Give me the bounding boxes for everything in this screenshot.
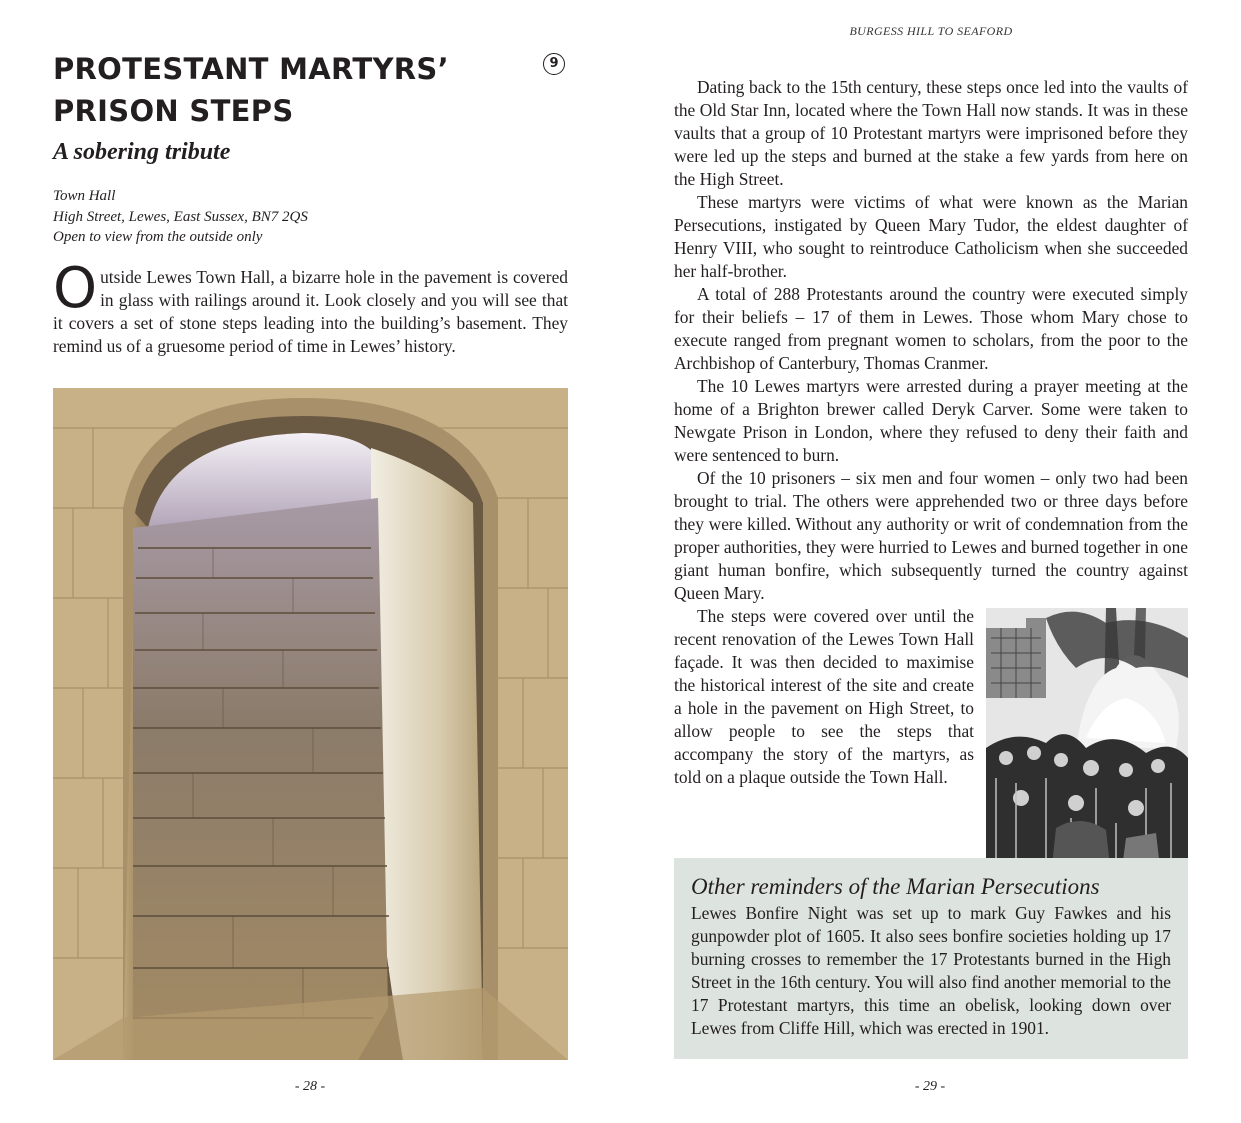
body-paragraph: The steps were covered over until the recent renovation of the Lewes Town Hall façade. It was then decided to maximise the historical interest of the site and create a hole in the pavement on High Street, to allow people to see the steps that accompany the story of the martyrs, as told on a plaque outside the Town Hall.: [674, 606, 974, 787]
address-block: [53, 186, 553, 248]
running-head: BURGESS HILL TO SEAFORD: [849, 24, 1013, 38]
sidebar-text: Lewes Bonfire Night was set up to mark Guy Fawkes and his gunpowder plot of 1605. It also sees bonfire societies holding up 17 burning crosses to remember the 17 Protestants burned in the High Street in the 16th century. You will also find another memorial to the 17 Protestant martyrs, this time an obelisk, looking down over Lewes from Cliffe Hill, which was erected in 1901.: [691, 903, 1171, 1038]
article-body: [674, 76, 1188, 880]
left-page: [0, 0, 620, 1123]
address-line: Open to view from the outside only: [53, 229, 263, 245]
entry-number-badge: 9: [543, 53, 565, 75]
address-line: High Street, Lewes, East Sussex, BN7 2QS: [53, 208, 308, 225]
body-paragraph: Dating back to the 15th century, these steps once led into the vaults of the Old Star Inn, located where the Town Hall now stands. It was in these vaults that a group of 10 Protestant martyrs were imprisoned before they were led up the steps and burned at the stake a few yards from here on the High Street.: [674, 77, 1188, 189]
drop-cap: O: [53, 256, 98, 321]
sidebar-title: Other reminders of the Marian Persecutions: [691, 874, 1100, 899]
stone-steps-photo: [53, 388, 568, 1060]
right-page: [620, 0, 1241, 1123]
page-number: - 28 -: [294, 1079, 326, 1094]
address-line: Town Hall: [53, 188, 116, 204]
body-paragraph: A total of 288 Protestants around the country were executed simply for their beliefs – 17 of them in Lewes. Those whom Mary chose to execute ranged from pregnant women to scholars, from the poor to the Archbishop of Canterbury, Thomas Cranmer.: [674, 284, 1188, 373]
paragraph-text: Of the 10 prisoners – six men and four women – only two had been brought to trial. The others were apprehended two or three days before they were killed. Without any authority or writ of condemnation from the proper authorities, they were hurried to Lewes and burned together in one giant human bonfire, which subsequently turned the country against Queen Mary.: [674, 468, 1188, 603]
page-title: PROTESTANT MARTYRS’ PRISON STEPS: [53, 52, 449, 128]
intro-paragraph: [53, 256, 568, 358]
martyrs-burning-engraving: [986, 608, 1188, 876]
page-subtitle: A sobering tribute: [53, 139, 231, 165]
body-paragraph: These martyrs were victims of what were known as the Marian Persecutions, instigated by Queen Mary Tudor, the eldest daughter of Henry VIII, who sought to reintroduce Catholicism when she succeeded her half-brother.: [674, 192, 1188, 281]
intro-text: utside Lewes Town Hall, a bizarre hole in the pavement is covered in glass with railings around it. Look closely and you will see that it covers a set of stone steps leading into the building’s basement. They remind us of a gruesome period of time in Lewes’ history.: [53, 267, 568, 356]
body-paragraph: [674, 467, 1188, 605]
body-paragraph: The 10 Lewes martyrs were arrested during a prayer meeting at the home of a Brighton brewer called Deryk Carver. Some were taken to Newgate Prison in London, where they refused to deny their faith and were sentenced to burn.: [674, 376, 1188, 465]
page-number: - 29 -: [914, 1079, 946, 1094]
sidebar-box: [674, 858, 1188, 1059]
